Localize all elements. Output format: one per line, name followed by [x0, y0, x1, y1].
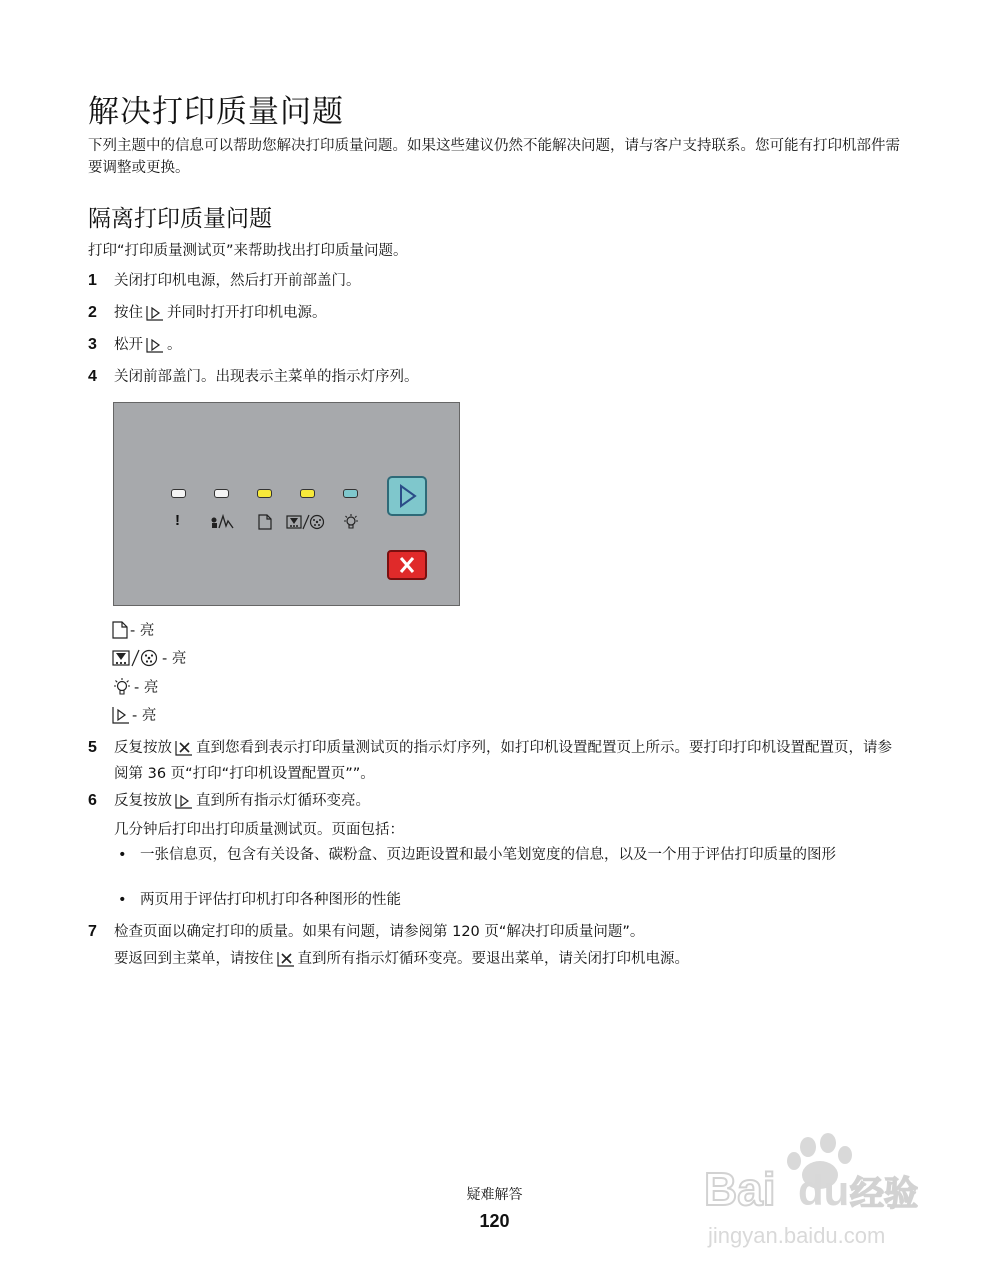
go-icon [175, 793, 193, 816]
step-number: 2 [88, 304, 97, 321]
step-number: 1 [88, 272, 97, 289]
detail-text-after: 直到所有指示灯循环变亮。要退出菜单，请关闭打印机电源。 [297, 951, 689, 967]
load-paper-icon [258, 514, 272, 534]
legend-text: - 亮 [162, 651, 187, 667]
go-button [387, 476, 427, 516]
stop-button [387, 550, 427, 580]
legend-text: - 亮 [132, 708, 157, 724]
step-text: 关闭打印机电源，然后打开前部盖门。 [114, 273, 361, 289]
go-icon [146, 337, 164, 360]
step-6-detail: 几分钟后打印出打印质量测试页。页面包括： [114, 822, 404, 838]
bullet-text: 两页用于评估打印机打印各种图形的性能 [140, 892, 401, 908]
step-7-detail [114, 948, 689, 974]
ready-bulb-icon [342, 514, 360, 534]
toner-drum-icon [112, 649, 160, 674]
step-text-after: 并同时打开打印机电源。 [167, 305, 327, 321]
led-toner [300, 489, 315, 498]
step-text-before: 反复按放 [114, 793, 172, 809]
step-text: 关闭前部盖门。出现表示主菜单的指示灯序列。 [114, 369, 419, 385]
intro-paragraph: 下列主题中的信息可以帮助您解决打印质量问题。如果这些建议仍然不能解决问题，请与客户支持联系。您可能有打印机部件需要调整或更换。 [88, 138, 900, 176]
watermark-suffix: 经验 [850, 1174, 918, 1214]
load-paper-icon [112, 621, 128, 646]
go-icon [112, 706, 130, 731]
step-text [114, 334, 182, 360]
step-text-before: 反复按放 [114, 740, 172, 756]
led-paper-jam [214, 489, 229, 498]
step-text: 检查页面以确定打印的质量。如果有问题，请参阅第 120 页“解决打印质量问题”。 [114, 924, 645, 940]
step-number: 3 [88, 336, 97, 353]
stop-icon [277, 951, 295, 974]
go-icon [146, 305, 164, 328]
step-number: 4 [88, 368, 97, 385]
led-error [171, 489, 186, 498]
step-text [114, 737, 906, 785]
led-ready [343, 489, 358, 498]
bullet-text: 一张信息页，包含有关设备、碳粉盒、页边距设置和最小笔划宽度的信息，以及一个用于评估打印质量的图形 [140, 847, 836, 863]
led-load-paper [257, 489, 272, 498]
toner-drum-icon [286, 514, 326, 534]
section-lead: 打印“打印质量测试页”来帮助找出打印质量问题。 [88, 243, 408, 259]
step-text [114, 790, 370, 816]
step-text-before: 松开 [114, 337, 143, 353]
section-title: 隔离打印质量问题 [88, 206, 272, 232]
step-text-after: 直到您看到表示打印质量测试页的指示灯序列，如打印机设置配置页上所示。要打印打印机设置配置页，请参阅第 36 页“打印“打印机设置配置页””。 [114, 740, 892, 782]
step-number: 7 [88, 923, 97, 940]
footer-section-label: 疑难解答 [466, 1187, 523, 1203]
step-number: 6 [88, 792, 97, 809]
legend-item-load-paper [112, 620, 154, 646]
stop-icon [175, 740, 193, 763]
paper-jam-icon [210, 514, 234, 534]
legend-item-toner [112, 648, 186, 674]
step-number: 5 [88, 739, 97, 756]
step-text-after: 直到所有指示灯循环变亮。 [196, 793, 370, 809]
printer-control-panel [113, 402, 460, 606]
page-number: 120 [479, 1211, 510, 1231]
step-text [114, 302, 327, 328]
exclamation-icon: ! [175, 512, 180, 529]
step-text-after: 。 [167, 337, 182, 353]
legend-item-go [112, 705, 156, 731]
ready-bulb-icon [112, 678, 132, 703]
bullet-dot: • [118, 847, 127, 863]
legend-text: - 亮 [134, 680, 159, 696]
step-text-before: 按住 [114, 305, 143, 321]
baidu-watermark [690, 1125, 935, 1255]
watermark-brand-du: du [798, 1167, 850, 1214]
legend-item-ready [112, 677, 158, 703]
watermark-url: jingyan.baidu.com [708, 1223, 886, 1248]
detail-text-before: 要返回到主菜单，请按住 [114, 951, 274, 967]
page-title: 解决打印质量问题 [88, 94, 344, 130]
legend-text: - 亮 [130, 623, 155, 639]
watermark-brand: Bai [704, 1163, 776, 1215]
bullet-dot: • [118, 892, 127, 908]
